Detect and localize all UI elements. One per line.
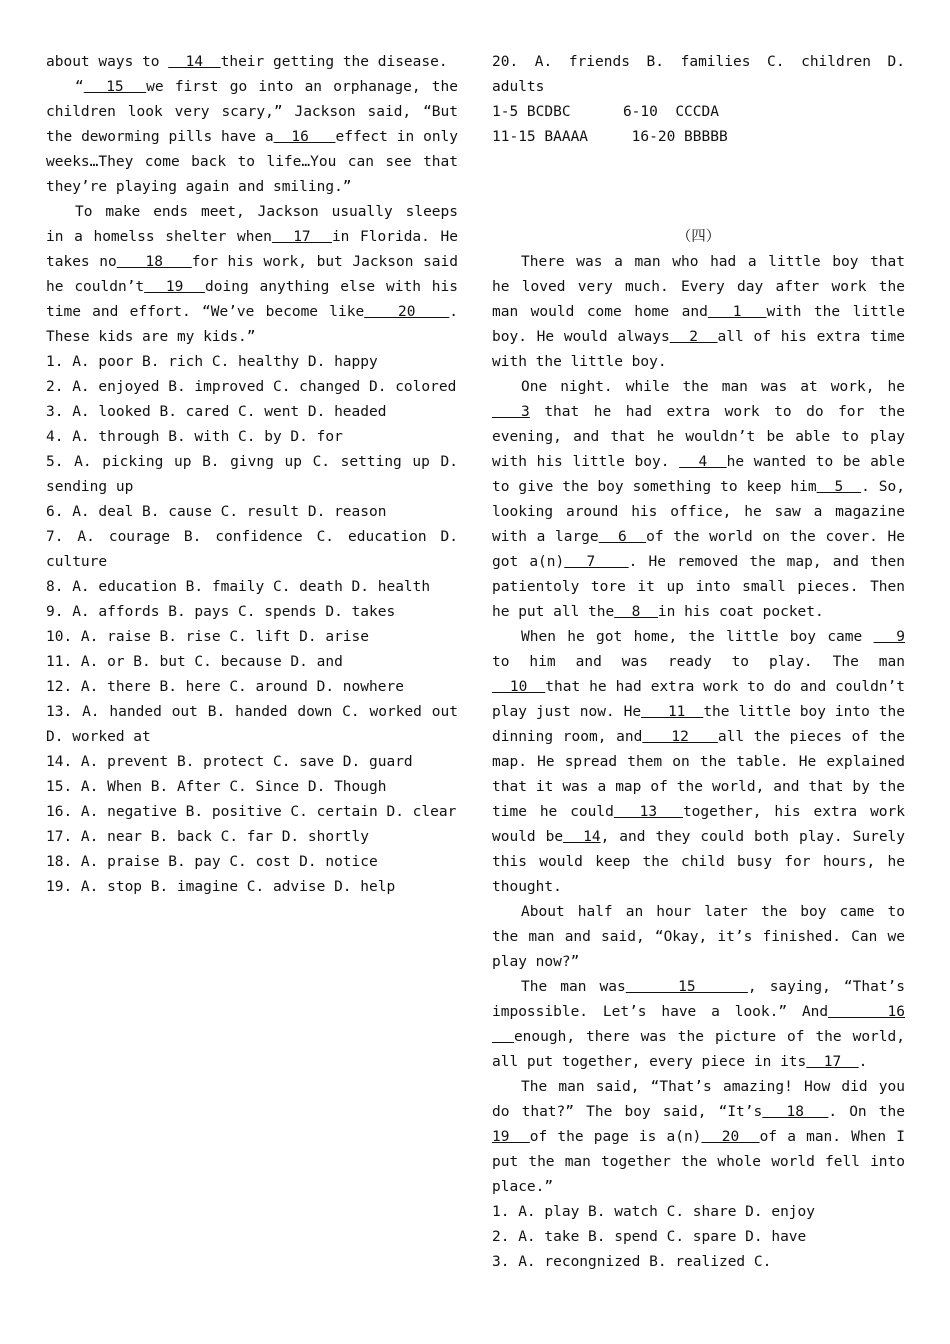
blank-16: 16 xyxy=(273,129,336,145)
question-options: 5. A. picking up B. givng up C. setting up D. sending up xyxy=(46,454,458,495)
question-options: 14. A. prevent B. protect C. save D. guard xyxy=(46,754,413,770)
passage-paragraph xyxy=(492,1075,905,1200)
question-options: 13. A. handed out B. handed down C. worked out D. worked at xyxy=(46,704,458,745)
blank: 15 xyxy=(625,979,748,995)
blank: 17 xyxy=(806,1054,859,1070)
passage-text: doing anything else with his time and effort. “We’ve become like xyxy=(46,279,458,320)
blank: 20 xyxy=(701,1129,760,1145)
blank: 4 xyxy=(679,454,727,470)
question-options: 20. A. friends B. families C. children D. adults xyxy=(492,54,905,95)
question-options: 3. A. recongnized B. realized C. xyxy=(492,1254,772,1270)
blank: 10 xyxy=(492,679,546,695)
passage-paragraph xyxy=(492,975,905,1075)
passage-text: of the page is a(n) xyxy=(529,1129,702,1145)
question-options: 7. A. courage B. confidence C. education D. culture xyxy=(46,529,458,570)
blank: 14 xyxy=(563,829,601,845)
answer-key: 1-5 BCDBC 6-10 CCCDA xyxy=(492,104,719,120)
passage-text: , and they could both play. Surely this would keep the child busy for hours, he thought. xyxy=(492,829,906,895)
passage-text: all of his extra time with the little boy. xyxy=(492,329,905,370)
blank-18: 18 xyxy=(116,254,192,270)
passage-text: all the pieces of the map. He spread them on the table. He explained that it was a map of the world, and that by the time he could xyxy=(492,729,906,820)
passage-paragraph xyxy=(46,50,458,75)
blank: 2 xyxy=(669,329,718,345)
passage-text: that he had extra work to do and couldn’t play just now. He xyxy=(492,679,905,720)
question-options: 12. A. there B. here C. around D. nowhere xyxy=(46,679,404,695)
passage-text: for his work, but Jackson said he couldn’t xyxy=(46,254,458,295)
question-options: 2. A. enjoyed B. improved C. changed D. colored xyxy=(46,379,457,395)
passage-text: in Florida. He takes no xyxy=(46,229,458,270)
passage-text: One night. while the man was at work, he xyxy=(521,379,905,395)
question-options: 18. A. praise B. pay C. cost D. notice xyxy=(46,854,378,870)
blank: 13 xyxy=(613,804,683,820)
passage-text: . xyxy=(858,1054,868,1070)
passage-paragraph xyxy=(492,375,905,625)
blank: 12 xyxy=(642,729,718,745)
question-options: 17. A. near B. back C. far D. shortly xyxy=(46,829,370,845)
passage-text: their getting the disease. xyxy=(220,54,448,70)
question-options: 19. A. stop B. imagine C. advise D. help xyxy=(46,879,396,895)
passage-text: effect in only weeks…They come back to life…You can see that they’re playing again and smiling.” xyxy=(46,129,459,195)
question-options: 2. A. take B. spend C. spare D. have xyxy=(492,1229,807,1245)
passage-text: , saying, “That’s impossible. Let’s have a look.” And xyxy=(492,979,906,1020)
question-options-list xyxy=(492,1200,905,1275)
passage-text: The man said, “That’s amazing! How did you do that?” The boy said, “It’s xyxy=(492,1079,905,1120)
question-options-list xyxy=(46,350,458,900)
passage-text: the little boy into the dinning room, and xyxy=(492,704,905,745)
passage-text: About half an hour later the boy came to the man and said, “Okay, it’s finished. Can we play now?” xyxy=(492,904,905,970)
passage-text: There was a man who had a little boy that he loved very much. Every day after work the man would come home and xyxy=(492,254,905,320)
question-options: 11. A. or B. but C. because D. and xyxy=(46,654,343,670)
passage-paragraph xyxy=(492,625,905,900)
blank: 1 xyxy=(707,304,767,320)
blank xyxy=(492,1029,514,1045)
passage-text: about ways to xyxy=(46,54,169,70)
blank-17: 17 xyxy=(271,229,332,245)
section-heading: （四） xyxy=(676,229,721,245)
blank-14: 14 xyxy=(168,54,221,70)
passage-text: with the little boy. He would always xyxy=(492,304,905,345)
blank: 9 xyxy=(873,629,905,645)
passage-text: . These kids are my kids.” xyxy=(46,304,458,345)
blank-20: 20 xyxy=(364,304,450,320)
passage-text: to him and was ready to play. The man xyxy=(492,654,905,670)
blank-15: 15 xyxy=(83,79,147,95)
passage-text: of a man. When I put the man together the whole world fell into place.” xyxy=(492,1129,905,1195)
question-options: 6. A. deal B. cause C. result D. reason xyxy=(46,504,387,520)
blank: 7 xyxy=(564,554,629,570)
section-gap xyxy=(492,150,905,225)
blank: 6 xyxy=(598,529,647,545)
passage-text: “ xyxy=(75,79,84,95)
passage-text: To make ends meet, Jackson usually sleeps in a homelss shelter when xyxy=(46,204,458,245)
passage-paragraph xyxy=(46,200,458,350)
question-options: 15. A. When B. After C. Since D. Though xyxy=(46,779,387,795)
question-options: 1. A. poor B. rich C. healthy D. happy xyxy=(46,354,378,370)
blank: 3 xyxy=(492,404,530,420)
passage-text: enough, there was the picture of the world, all put together, every piece in its xyxy=(492,1029,905,1070)
question-options: 4. A. through B. with C. by D. for xyxy=(46,429,343,445)
passage-text: . So, looking around his office, he saw a magazine with a large xyxy=(492,479,905,545)
passage-text: . On the xyxy=(828,1104,906,1120)
question-options: 1. A. play B. watch C. share D. enjoy xyxy=(492,1204,816,1220)
passage-text: together, his extra work would be xyxy=(492,804,905,845)
question-options: 16. A. negative B. positive C. certain D. clear xyxy=(46,804,457,820)
passage-text: he wanted to be able to give the boy something to keep him xyxy=(492,454,905,495)
passage-text: of the world on the cover. He got a(n) xyxy=(492,529,905,570)
question-options: 8. A. education B. fmaily C. death D. health xyxy=(46,579,431,595)
passage-text: . He removed the map, and then patientoly tore it up into small pieces. Then he put all the xyxy=(492,554,905,620)
passage-text: that he had extra work to do for the evening, and that he wouldn’t be able to play with his little boy. xyxy=(492,404,905,470)
question-options: 3. A. looked B. cared C. went D. headed xyxy=(46,404,387,420)
left-column xyxy=(46,50,458,900)
passage-paragraph xyxy=(492,250,905,375)
blank: 8 xyxy=(614,604,658,620)
blank: 19 xyxy=(492,1129,530,1145)
answer-key: 11-15 BAAAA 16-20 BBBBB xyxy=(492,129,728,145)
right-column xyxy=(492,50,905,1275)
passage-text: When he got home, the little boy came xyxy=(521,629,874,645)
passage-text: we first go into an orphanage, the children look very scary,” Jackson said, “But the deworming pills have a xyxy=(46,79,458,145)
blank: 16 xyxy=(828,1004,905,1020)
blank-19: 19 xyxy=(144,279,206,295)
blank: 5 xyxy=(816,479,862,495)
passage-paragraph xyxy=(46,75,458,200)
passage-text: The man was xyxy=(521,979,626,995)
blank: 18 xyxy=(762,1104,829,1120)
passage-text: in his coat pocket. xyxy=(657,604,824,620)
question-options: 10. A. raise B. rise C. lift D. arise xyxy=(46,629,370,645)
blank: 11 xyxy=(641,704,704,720)
question-options: 9. A. affords B. pays C. spends D. takes xyxy=(46,604,396,620)
passage-paragraph xyxy=(492,900,905,975)
